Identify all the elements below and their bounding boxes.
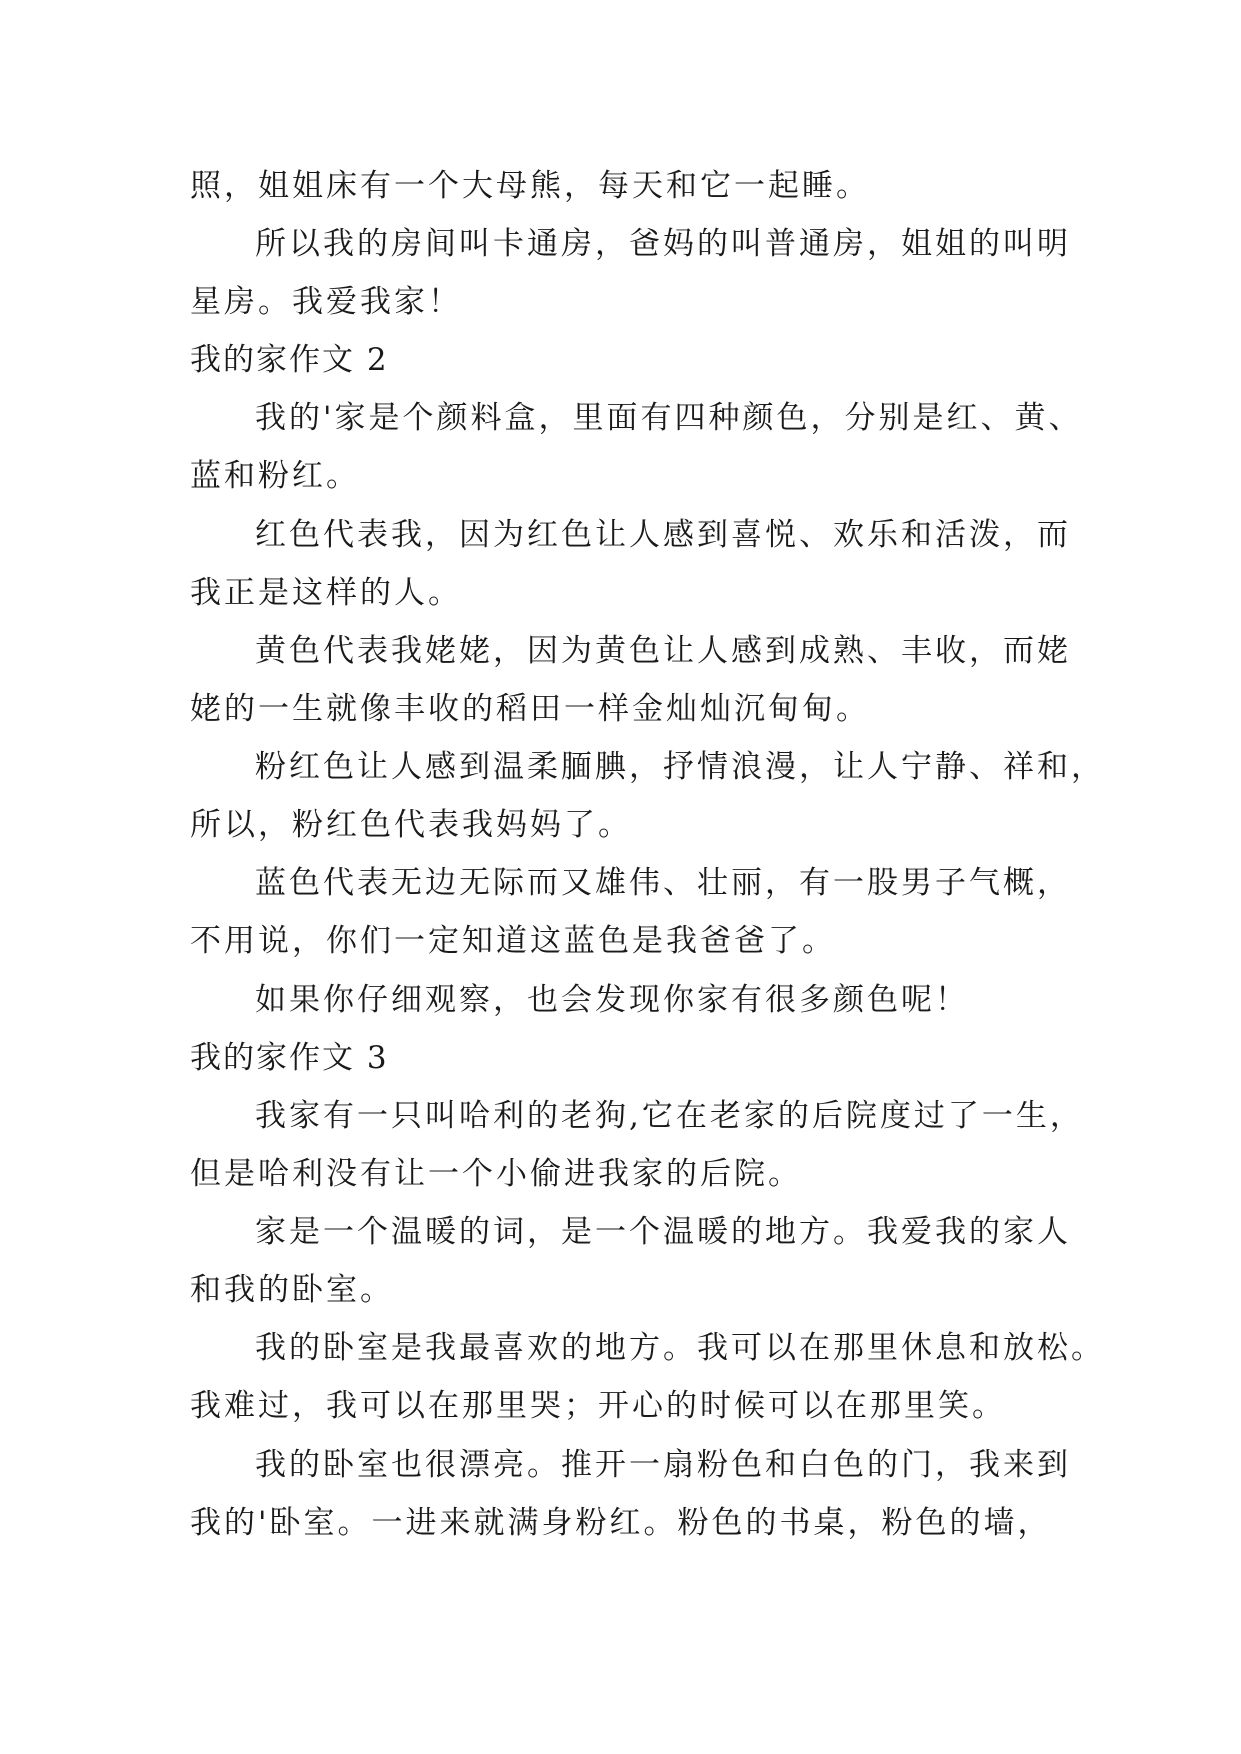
section-heading: 我的家作文 3: [190, 1040, 389, 1076]
text-line: 红色代表我，因为红色让人感到喜悦、欢乐和活泼，而: [255, 517, 1071, 553]
text-line: 我家有一只叫哈利的老狗,它在老家的后院度过了一生，: [255, 1098, 1084, 1134]
text-line: 家是一个温暖的词，是一个温暖的地方。我爱我的家人: [255, 1214, 1071, 1250]
text-line: 所以，粉红色代表我妈妈了。: [190, 807, 632, 843]
text-line: 如果你仔细观察，也会发现你家有很多颜色呢！: [255, 982, 969, 1018]
text-line: 但是哈利没有让一个小偷进我家的后院。: [190, 1156, 802, 1192]
text-line: 我的卧室是我最喜欢的地方。我可以在那里休息和放松。: [255, 1330, 1105, 1366]
text-line: 蓝色代表无边无际而又雄伟、壮丽，有一股男子气概，: [255, 865, 1071, 901]
text-line: 我的'卧室。一进来就满身粉红。粉色的书桌，粉色的墙，: [190, 1505, 1052, 1541]
text-line: 我正是这样的人。: [190, 575, 462, 611]
text-line: 粉红色让人感到温柔腼腆，抒情浪漫，让人宁静、祥和，: [255, 749, 1105, 785]
text-line: 不用说，你们一定知道这蓝色是我爸爸了。: [190, 923, 836, 959]
text-line: 黄色代表我姥姥，因为黄色让人感到成熟、丰收，而姥: [255, 633, 1071, 669]
text-line: 所以我的房间叫卡通房，爸妈的叫普通房，姐姐的叫明: [255, 226, 1071, 262]
text-line: 我难过，我可以在那里哭；开心的时候可以在那里笑。: [190, 1388, 1006, 1424]
text-line: 我的卧室也很漂亮。推开一扇粉色和白色的门，我来到: [255, 1447, 1071, 1483]
text-line: 星房。我爱我家！: [190, 284, 462, 320]
text-line: 照，姐姐床有一个大母熊，每天和它一起睡。: [190, 168, 870, 204]
section-heading: 我的家作文 2: [190, 342, 389, 378]
text-line: 姥的一生就像丰收的稻田一样金灿灿沉甸甸。: [190, 691, 870, 727]
text-line: 蓝和粉红。: [190, 458, 360, 494]
text-line: 和我的卧室。: [190, 1272, 394, 1308]
text-line: 我的'家是个颜料盒，里面有四种颜色，分别是红、黄、: [255, 400, 1083, 436]
